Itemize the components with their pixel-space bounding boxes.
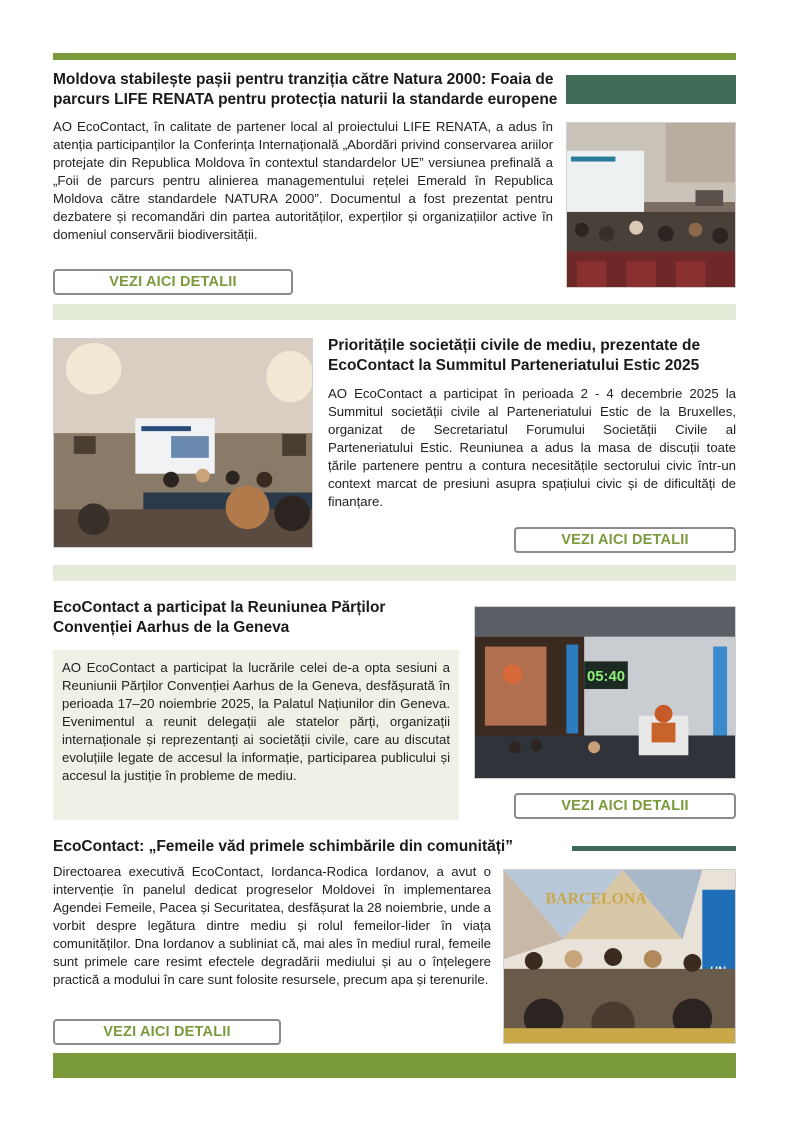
conference-presentation-photo [566,122,736,288]
article-title: Prioritățile societății civile de mediu, prezentate de EcoContact la Summitul Parteneriatului Estic 2025 [328,337,701,374]
title-accent-bar [572,846,736,851]
details-button[interactable]: VEZI AICI DETALII [53,269,293,295]
bottom-divider [53,1053,736,1078]
article-body: Directoarea executivă EcoContact, Iordanca-Rodica Iordanov, a avut o intervenție în panelul dedicat progreselor Moldovei în implementarea Agendei Femeile, Pacea și Securitatea, desfășurat la 28 noiembrie, unde a vorbit despre legătura dintre mediu și rolul femeilor-lider în viața comunităților. Dna Iordanov a subliniat că, mai ales în mediul rural, femeile sunt primele care resimt efectele degradării mediului și au o înțelegere practică a modului în care sunt folosite resursele, precum apa și terenurile. [53,864,491,987]
details-button[interactable]: VEZI AICI DETALII [514,527,736,553]
article-body: AO EcoContact a participat în perioada 2 - 4 decembrie 2025 la Summitul societății civile al Parteneriatului Estic de la Bruxelles, organizat de Secretariatul Forumului Societății Civile al Parteneriatului Estic. Reuniunea a adus la masa de discuții toate țările partenere pentru a contura necesitățile sectorului civic într-un context marcat de presiuni asupra spațiului civic și de dificultăți de finanțare. [328,386,736,509]
timer-display: 05:40 [586,669,626,686]
article-title: EcoContact: „Femeile văd primele schimbările din comunități” [53,838,513,855]
un-geneva-hall-photo [474,606,736,779]
section-divider [53,304,736,320]
title-accent-bar [566,75,736,104]
details-button[interactable]: VEZI AICI DETALII [53,1019,281,1045]
article-body: AO EcoContact, în calitate de partener local al proiectului LIFE RENATA, a adus în atenția participanților la Conferința Internațională „Abordări privind conservarea ariilor protejate din Republica Moldova în contextul standardelor UE” versiunea prefinală a „Foii de parcurs pentru alinierea managementului rețelei Emerald în Republica Moldova către standardele NATURA 2000”. Documentul a fost prezentat pentru dezbatere și recomandări din partea autorităților, experților și organizațiilor active în domeniul conservării biodiversității. [53,119,553,242]
article-title: EcoContact a participat la Reuniunea Părților Convenției Aarhus de la Geneva [53,599,386,636]
section-divider [53,565,736,581]
barcelona-room-photo [503,869,736,1044]
article-body: AO EcoContact a participat la lucrările celei de-a opta sesiuni a Reuniunii Părților Convenției Aarhus de la Geneva, desfășurată în perioada 17–20 noiembrie 2025, la Palatul Națiunilor din Geneva. Evenimentul a reunit delegații ale statelor părți, organizații internaționale și reprezentanți ai societății civile, care au discutat evoluțiile legate de accesul la informație, participarea publicului și accesul la justiție în probleme de mediu. [62,660,450,783]
article-body-box [53,650,459,820]
room-sign: BARCELONA [545,890,647,908]
details-button[interactable]: VEZI AICI DETALII [514,793,736,819]
summit-panel-photo [53,338,313,548]
top-divider [53,53,736,60]
article-title: Moldova stabilește pașii pentru tranziția către Natura 2000: Foaia de parcurs LIFE RENATA pentru protecția naturii la standarde europene [53,71,558,108]
